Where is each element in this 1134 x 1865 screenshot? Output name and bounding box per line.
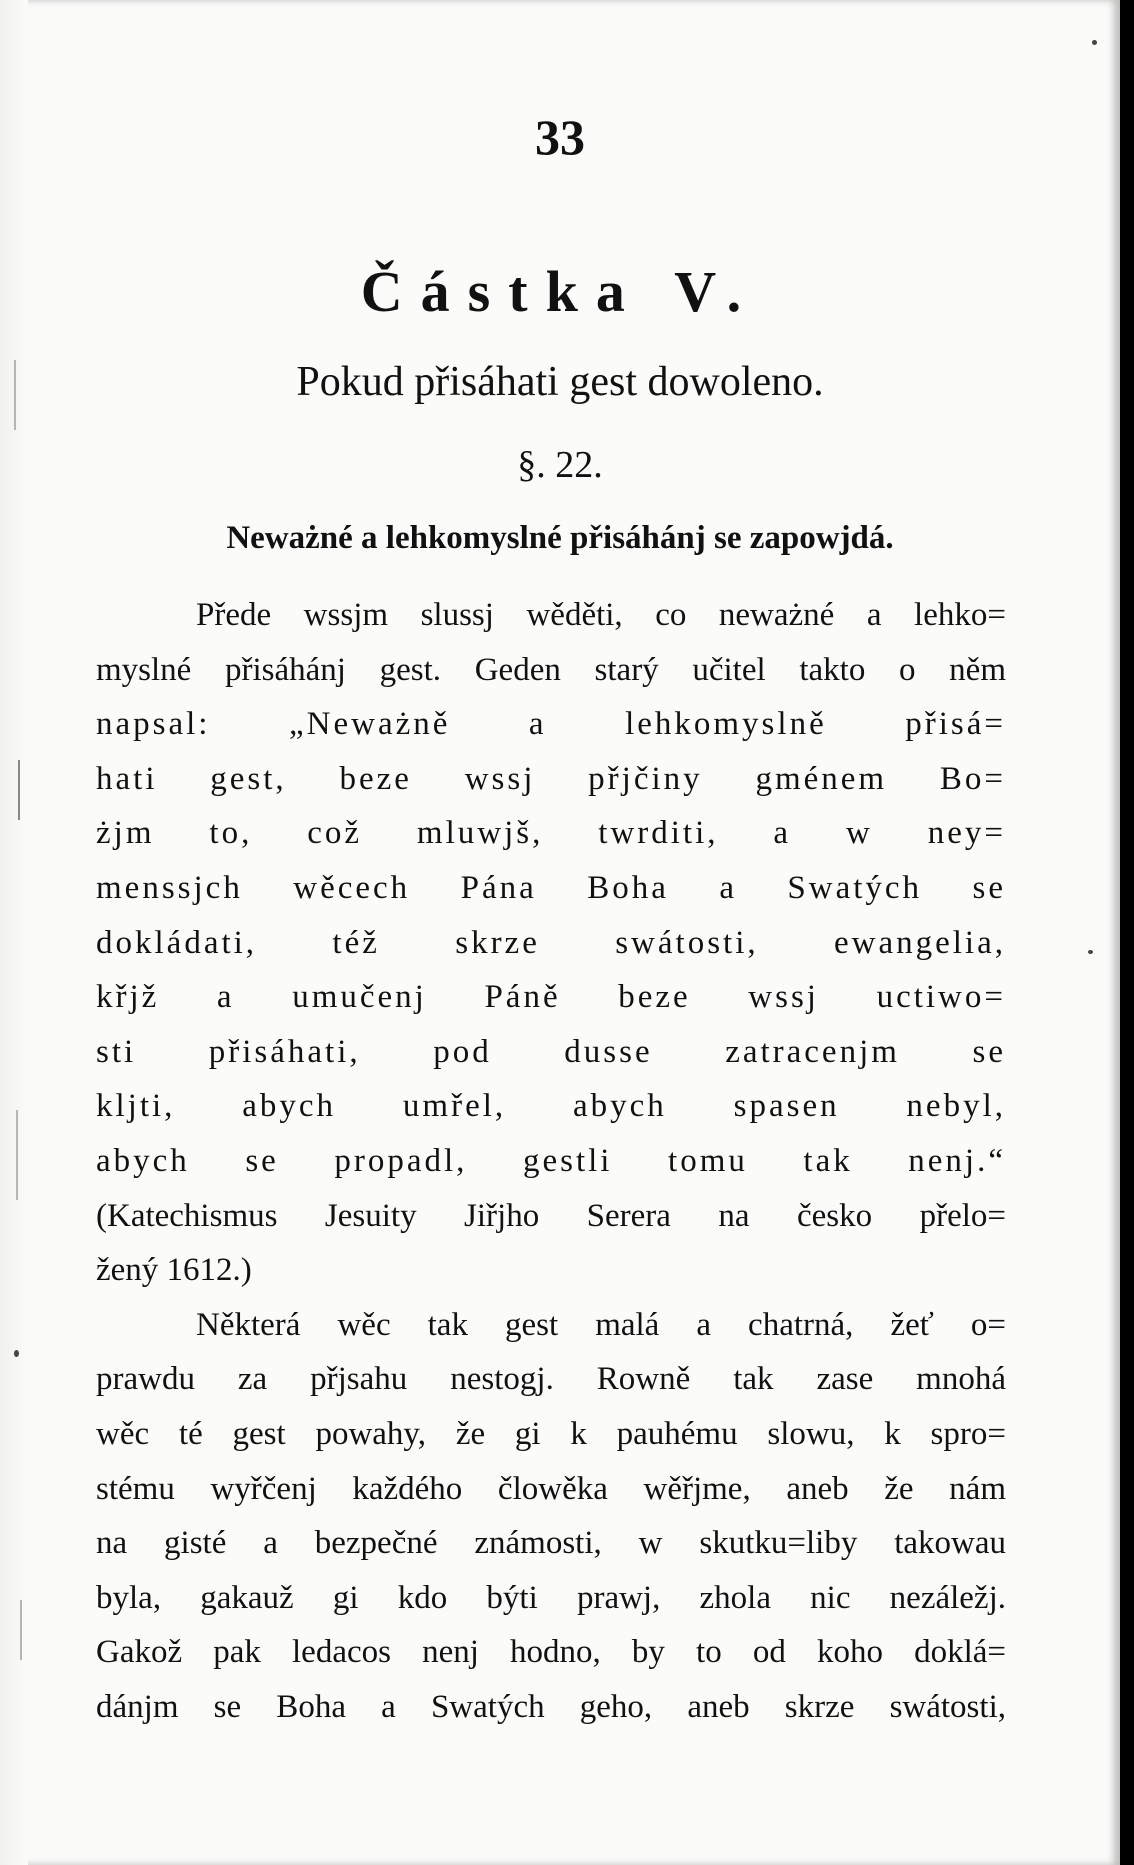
scan-speck — [14, 1350, 19, 1357]
text-line: na gisté a bezpečné známosti, w skutku=liby takowau — [96, 1525, 1006, 1562]
text-line: wěc té gest powahy, že gi k pauhému slowu, k spro= — [96, 1415, 1006, 1452]
text-line: prawdu za přjsahu nestogj. Rowně tak zase mnohá — [96, 1361, 1006, 1398]
text-line: napsal: „Neważně a lehkomyslně přisá= — [96, 706, 1006, 743]
scan-speck — [1092, 40, 1097, 45]
text-line: křjž a umučenj Páně beze wssj uctiwo= — [96, 979, 1006, 1016]
text-line: Přede wssjm slussj wěděti, co neważné a lehko= — [196, 597, 1006, 633]
text-line: (Katechismus Jesuity Jiřjho Serera na česko přelo= — [96, 1197, 1006, 1234]
scan-speck — [1088, 950, 1093, 954]
chapter-subtitle: Pokud přisáhati gest dowoleno. — [296, 359, 824, 405]
scan-mark — [20, 1600, 22, 1660]
text-line: sti přisáhati, pod dusse zatracenjm se — [96, 1033, 1006, 1070]
text-line: dokládati, též skrze swátosti, ewangelia, — [96, 924, 1006, 961]
chapter-title: Částka V. — [360, 259, 760, 324]
scan-mark — [18, 760, 20, 820]
scan-mark — [16, 1110, 18, 1200]
section-number: §. 22. — [517, 444, 603, 486]
text-line: menssjch wěcech Pána Boha a Swatých se — [96, 869, 1006, 906]
text-line: stému wyřčenj každého člowěka wěřjme, aneb že nám — [96, 1470, 1006, 1507]
text-line: abych se propadl, gestli tomu tak nenj.“ — [96, 1142, 1006, 1179]
body-text — [96, 588, 1006, 1734]
text-line: žený 1612.) — [96, 1252, 252, 1289]
text-line: byla, gakauž gi kdo býti prawj, zhola nic nezáležj. — [96, 1579, 1006, 1616]
text-line: żjm to, což mluwjš, twrditi, a w ney= — [96, 815, 1006, 852]
text-line: Gakož pak ledacos nenj hodno, by to od koho doklá= — [96, 1634, 1006, 1671]
text-line: kljti, abych umřel, abych spasen nebyl, — [96, 1088, 1006, 1125]
text-line: Některá wěc tak gest malá a chatrná, žeť o= — [196, 1306, 1006, 1343]
text-line: hati gest, beze wssj přjčiny gménem Bo= — [96, 760, 1006, 797]
text-line: dánjm se Boha a Swatých geho, aneb skrze swátosti, — [96, 1688, 1006, 1725]
section-heading: Neważné a lehkomyslné přisáhánj se zapowjdá. — [226, 520, 894, 556]
page-number: 33 — [535, 109, 585, 165]
text-line: myslné přisáhánj gest. Geden starý učitel takto o něm — [96, 651, 1006, 688]
